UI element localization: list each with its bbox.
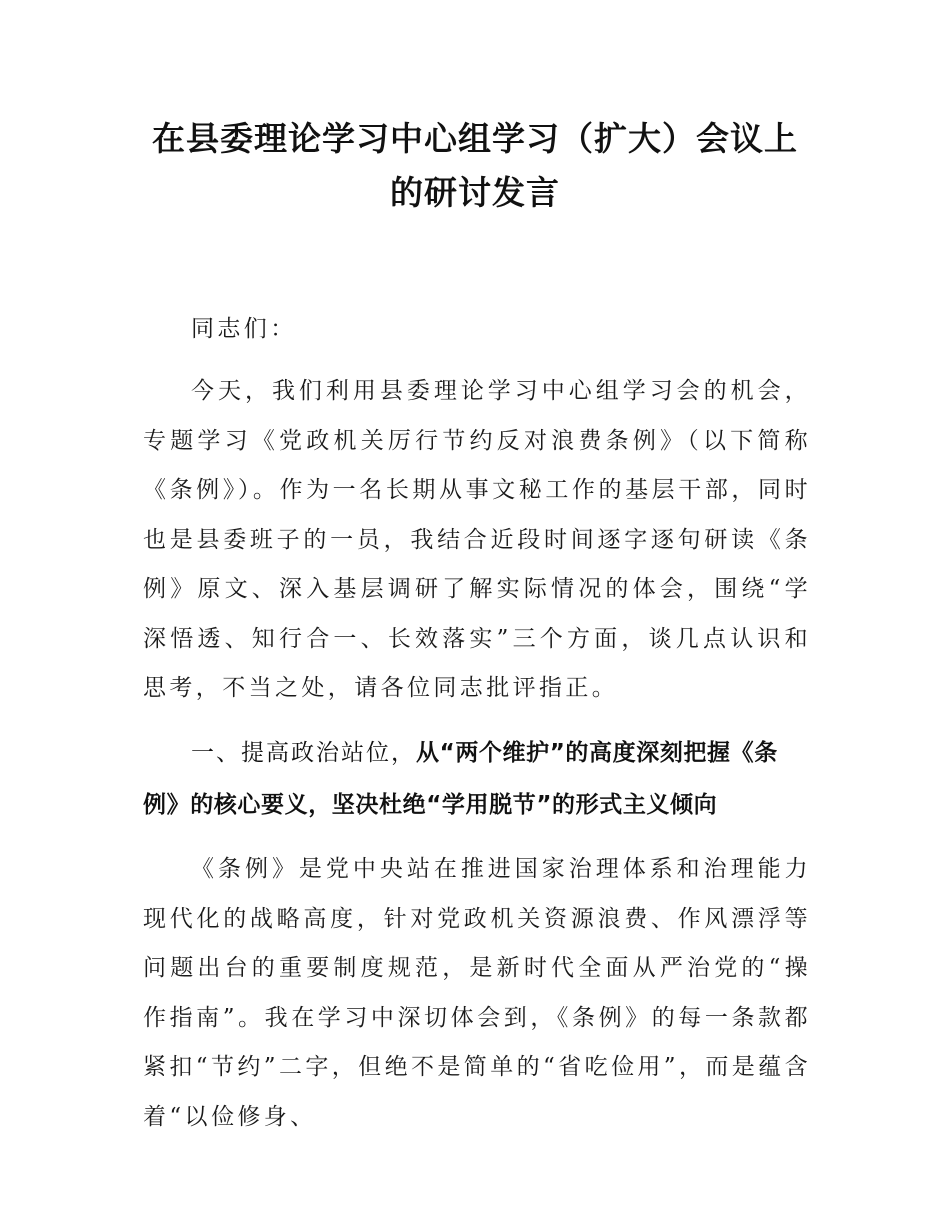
section-one-title: 从“两个维护”的高度深刻把握《条例》的核心要义，坚决杜绝“学用脱节”的形式主义倾向 — [143, 740, 778, 818]
greeting: 同志们： — [191, 316, 297, 342]
section-one-heading — [143, 727, 811, 831]
section-one-lead: 提高政治站位， — [241, 740, 416, 766]
intro-paragraph: 今天，我们利用县委理论学习中心组学习会的机会，专题学习《党政机关厉行节约反对浪费条例》（以下简称《条例》）。作为一名长期从事文秘工作的基层干部，同时也是县委班子的一员，我结合近段时间逐字逐句研读《条例》原文、深入基层调研了解实际情况的体会，围绕“学深悟透、知行合一、长效落实”三个方面，谈几点认识和思考，不当之处，请各位同志批评指正。 — [143, 378, 811, 701]
section-one-paragraph: 《条例》是党中央站在推进国家治理体系和治理能力现代化的战略高度，针对党政机关资源浪费、作风漂浮等问题出台的重要制度规范，是新时代全面从严治党的“操作指南”。我在学习中深切体会到，《条例》的每一条款都紧扣“节约”二字，但绝不是简单的“省吃俭用”，而是蕴含着“以俭修身、 — [143, 856, 811, 1130]
section-one-number: 一、 — [191, 740, 241, 766]
document-title: 在县委理论学习中心组学习（扩大）会议上的研讨发言 — [152, 119, 798, 212]
